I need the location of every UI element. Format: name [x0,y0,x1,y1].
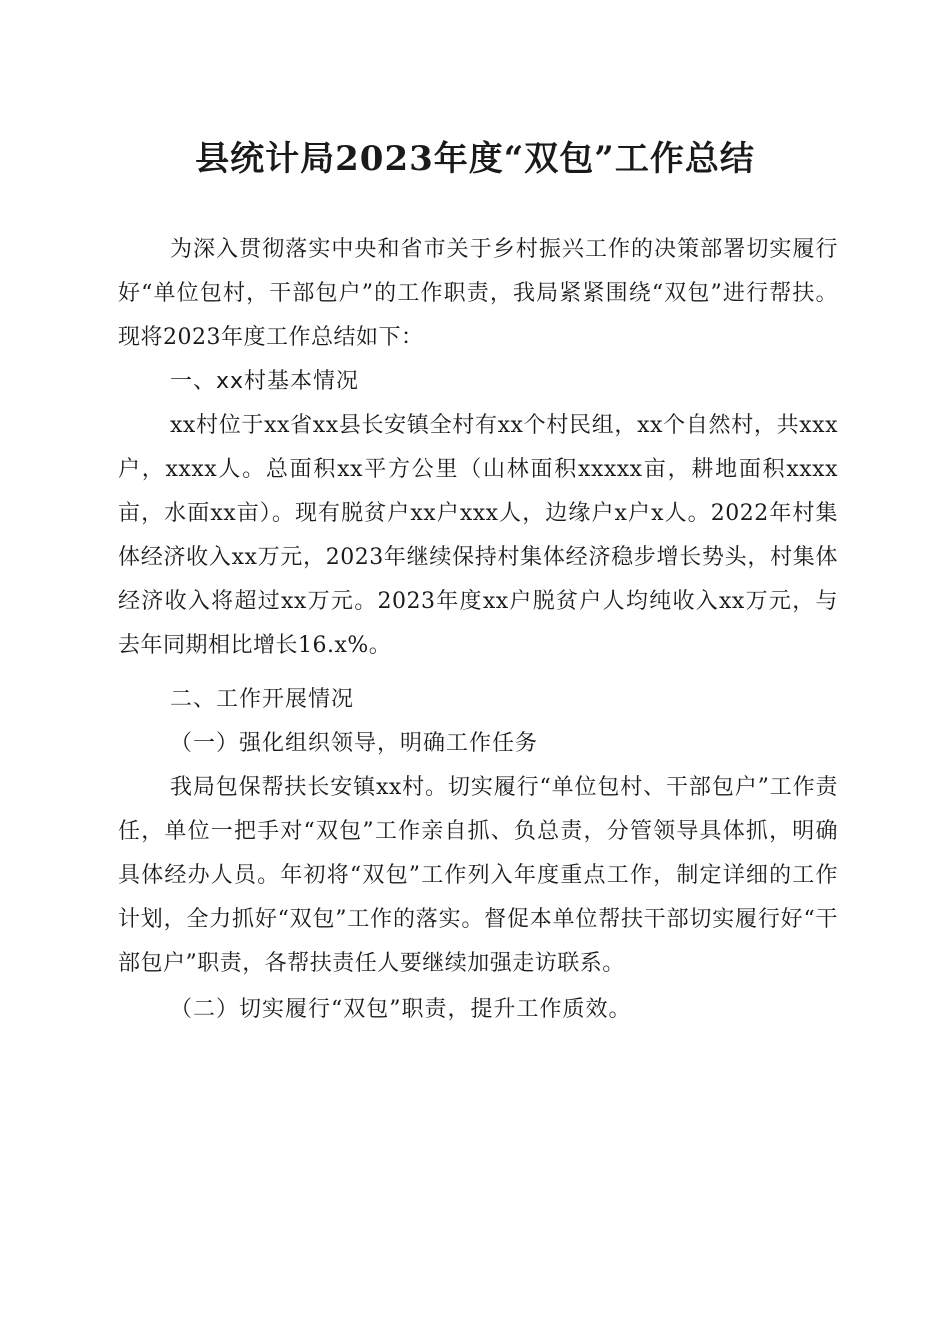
intro-paragraph: 为深入贯彻落实中央和省市关于乡村振兴工作的决策部署切实履行好“单位包村，干部包户”的工作职责，我局紧紧围绕“双包”进行帮扶。现将2023年度工作总结如下： [118,237,838,350]
section1-heading: 一、xx村基本情况 [170,369,360,394]
section2-sub1-heading: （一）强化组织领导，明确工作任务 [170,731,539,756]
section1-paragraph: xx村位于xx省xx县长安镇全村有xx个村民组，xx个自然村，共xxx户，xxxx人。总面积xx平方公里（山林面积xxxxx亩，耕地面积xxxx亩，水面xx亩）。现有脱贫户xx户xxx人，边缘户x户x人。2022年村集体经济收入xx万元，2023年继续保持村集体经济稳步增长势头，村集体经济收入将超过xx万元。2023年度xx户脱贫户人均纯收入xx万元，与去年同期相比增长16.x%。 [118,413,838,658]
section2-sub1-paragraph: 我局包保帮扶长安镇xx村。切实履行“单位包村、干部包户”工作责任，单位一把手对“双包”工作亲自抓、负总责，分管领导具体抓，明确具体经办人员。年初将“双包”工作列入年度重点工作，制定详细的工作计划，全力抓好“双包”工作的落实。督促本单位帮扶干部切实履行好“干部包户”职责，各帮扶责任人要继续加强走访联系。 [118,775,838,976]
section2-heading: 二、工作开展情况 [170,687,355,712]
document-title: 县统计局2023年度“双包”工作总结 [195,139,755,179]
document-body [118,228,838,1032]
section2-sub2-heading: （二）切实履行“双包”职责，提升工作质效。 [170,997,632,1022]
